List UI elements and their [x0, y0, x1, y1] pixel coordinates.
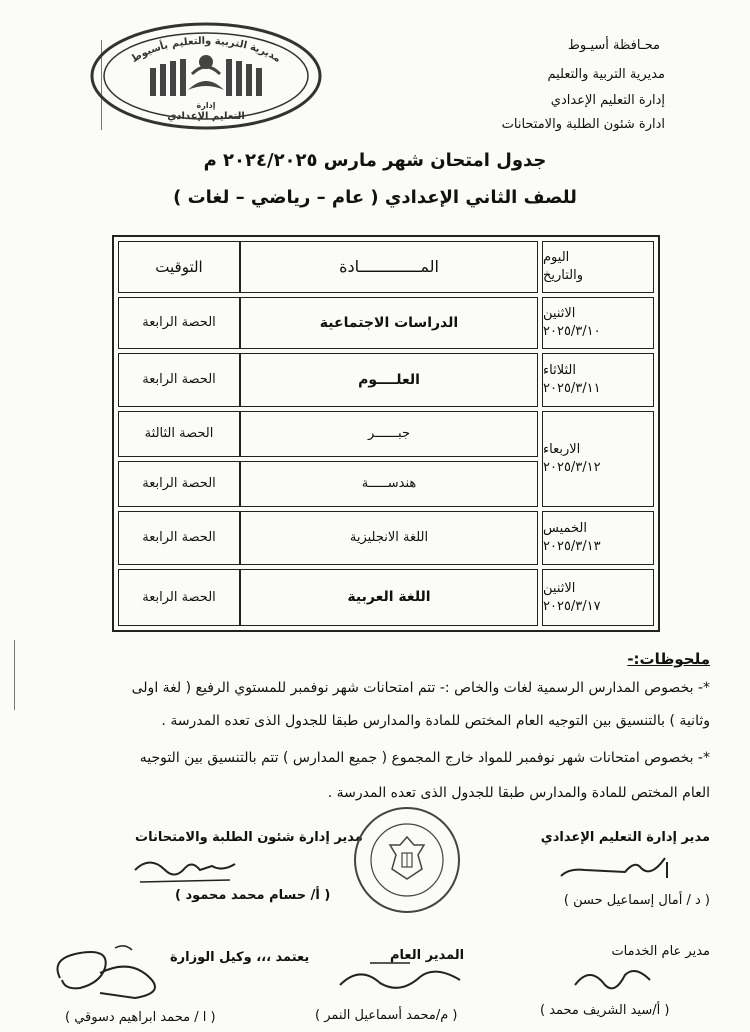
- table-row-subject-cell: [240, 569, 538, 626]
- handwritten-signature: [570, 960, 660, 1000]
- header-day-date-cell: [542, 241, 654, 293]
- official-stamp: [352, 805, 462, 915]
- handwritten-signature: [555, 848, 675, 888]
- row-time: الحصة الرابعة: [142, 372, 216, 388]
- row-date: ٢٠٢٥/٣/١٧: [543, 598, 601, 614]
- row-subject: اللغة الانجليزية: [349, 530, 429, 546]
- signature-name: ( ا / محمد ابراهيم دسوقي ): [65, 1010, 216, 1025]
- row-date: ٢٠٢٥/٣/١٢: [543, 460, 601, 475]
- header-timing-label: التوقيت: [155, 257, 203, 276]
- department-label: إدارة التعليم الإعدادي: [550, 93, 665, 108]
- note-line: *- بخصوص امتحانات شهر نوفمبر للمواد خارج المجموع ( جميع المدارس ) تتم بالتنسيق بين التوجيه: [139, 750, 710, 766]
- table-row-time-cell: [118, 297, 240, 349]
- row-time: الحصة الرابعة: [142, 476, 216, 492]
- row-day: الثلاثاء: [543, 363, 576, 379]
- row-day: الخميس: [543, 521, 587, 537]
- handwritten-signature: [130, 850, 240, 890]
- header-subject-cell: [240, 241, 538, 293]
- row-subject: اللغة العربية: [347, 589, 431, 606]
- table-row-subject-cell: [240, 353, 538, 407]
- row-subject: هندســـــة: [361, 476, 417, 492]
- table-row-day-cell: [542, 353, 654, 407]
- row-subject: العلــــوم: [358, 371, 420, 388]
- governorate-label: محـافظة أسيـوط: [567, 38, 660, 53]
- signature-name: ( د / أمال إسماعيل حسن ): [563, 893, 710, 908]
- signature-title: مدير عام الخدمات: [611, 944, 710, 959]
- header-timing-cell: [118, 241, 240, 293]
- signature-title: المدير العام: [390, 948, 465, 963]
- row-day: الاثنين: [543, 580, 576, 596]
- table-row-subject-cell: [240, 411, 538, 457]
- signature-name: ( أ/سيد الشريف محمد ): [540, 1003, 670, 1018]
- table-row-subject-cell: [240, 511, 538, 565]
- stamp-ring-text: [352, 805, 355, 807]
- table-row-subject-cell: [240, 461, 538, 507]
- table-row-day-cell: [542, 511, 654, 565]
- signature-title: مدير إدارة شئون الطلبة والامتحانات: [135, 830, 363, 845]
- affairs-label: ادارة شئون الطلبة والامتحانات: [501, 117, 665, 132]
- table-row-time-cell: [118, 353, 240, 407]
- row-subject: جبــــــر: [368, 426, 410, 442]
- row-date: ٢٠٢٥/٣/١١: [543, 381, 601, 396]
- exam-schedule-table: [112, 235, 660, 632]
- signature-title: يعتمد ،،، وكيل الوزارة: [170, 950, 310, 965]
- note-line: العام المختص للمادة والمدارس طبقا للجدول الذى تعده المدرسة .: [327, 785, 710, 801]
- table-row-time-cell: [118, 461, 240, 507]
- table-row-time-cell: [118, 511, 240, 565]
- table-row-time-cell: [118, 411, 240, 457]
- signature-name: ( م/محمد أسماعيل النمر ): [315, 1008, 458, 1023]
- row-time: الحصة الرابعة: [142, 315, 216, 331]
- logo-ring-text: مديرية التربية والتعليم بأسيوط: [129, 35, 283, 66]
- table-row-day-cell: [542, 297, 654, 349]
- header-day-label: اليوم: [543, 250, 570, 266]
- note-line: *- بخصوص المدارس الرسمية لغات والخاص :- تتم امتحانات شهر نوفمبر للمستوي الرفيع ( لغة اولى: [131, 680, 710, 696]
- row-date: ٢٠٢٥/٣/١٣: [543, 539, 601, 554]
- row-date: ٢٠٢٥/٣/١٠: [543, 324, 601, 339]
- notes-heading: ملحوظات:-: [627, 650, 710, 668]
- directorate-label: مديرية التربية والتعليم: [547, 67, 665, 82]
- note-line: وثانية ) بالتنسيق بين التوجيه العام المختص للمادة والمدارس طبقا للجدول الذى تعده المدرسة .: [161, 713, 710, 729]
- logo-bottom-text-2: التعليم الإعدادي: [167, 111, 245, 122]
- table-row-day-cell: [542, 569, 654, 626]
- table-row-day-cell: [542, 411, 654, 507]
- logo-bottom-text-1: إدارة: [196, 101, 216, 110]
- row-day: الاربعاء: [543, 442, 581, 458]
- schedule-title: جدول امتحان شهر مارس ٢٠٢٤/٢٠٢٥ م: [203, 150, 547, 171]
- header-date-label: والتاريخ: [543, 268, 584, 283]
- row-time: الحصة الرابعة: [142, 589, 216, 605]
- signature-name: ( أ/ حسام محمد محمود ): [175, 888, 331, 903]
- ministry-logo: [88, 20, 324, 132]
- schedule-subtitle: للصف الثاني الإعدادي ( عام – رياضي – لغات ): [173, 187, 577, 208]
- svg-text:محافظة أسيوط - مديرية التربية: [352, 805, 355, 807]
- header-subject-label: المـــــــــــــادة: [339, 257, 439, 277]
- handwritten-signature: [40, 938, 180, 1008]
- table-row-subject-cell: [240, 297, 538, 349]
- row-time: الحصة الرابعة: [142, 530, 216, 546]
- scan-artifact-line: [14, 640, 15, 710]
- row-day: الاثنين: [543, 306, 576, 322]
- row-subject: الدراسات الاجتماعية: [319, 314, 459, 331]
- table-row-time-cell: [118, 569, 240, 626]
- signature-title: مدير إدارة التعليم الإعدادي: [540, 830, 710, 845]
- row-time: الحصة الثالثة: [144, 426, 214, 442]
- handwritten-signature: [330, 955, 470, 1005]
